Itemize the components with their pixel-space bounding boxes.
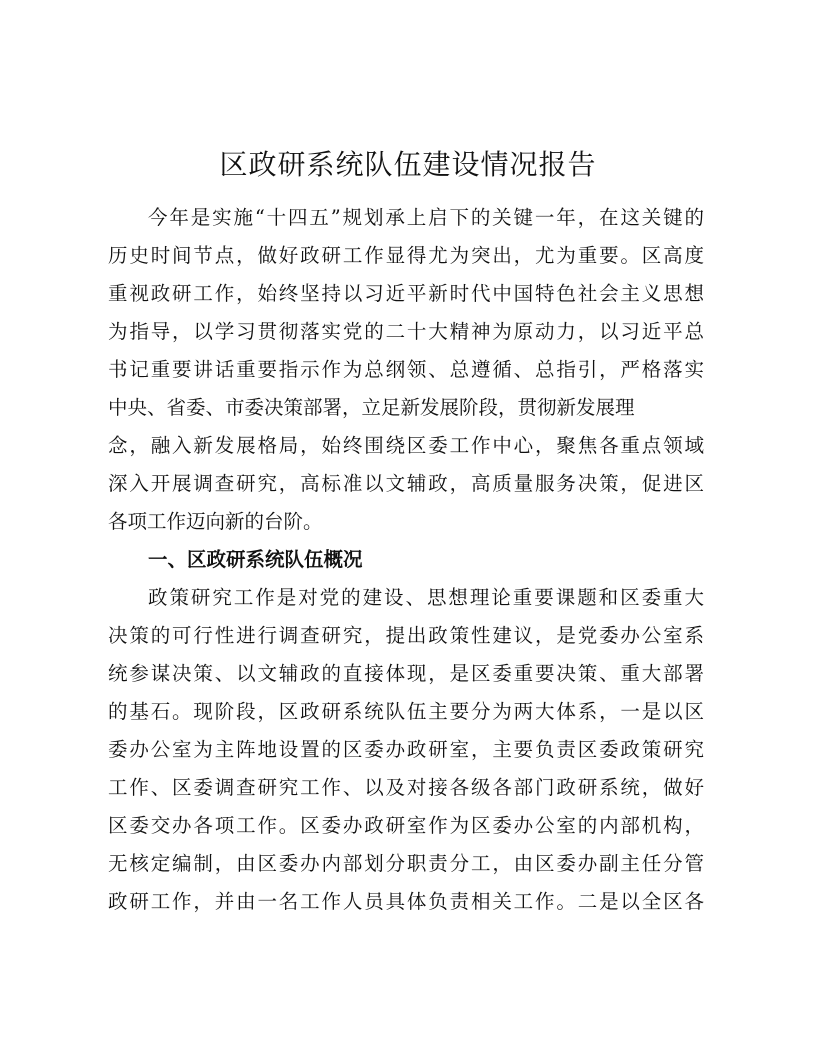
intro-line: 深入开展调查研究，高标准以文辅政，高质量服务决策，促进区 <box>108 472 704 495</box>
section-line: 区委交办各项工作。区委办政研室作为区委办公室的内部机构， <box>108 814 704 837</box>
section-line: 工作、区委调查研究工作、以及对接各级各部门政研系统，做好 <box>108 776 704 799</box>
intro-line: 历史时间节点，做好政研工作显得尤为突出，尤为重要。区高度 <box>108 244 704 267</box>
section-line: 政研工作，并由一名工作人员具体负责相关工作。二是以全区各 <box>108 890 704 913</box>
intro-line: 为指导，以学习贯彻落实党的二十大精神为原动力，以习近平总 <box>108 320 704 343</box>
section-heading: 一、区政研系统队伍概况 <box>148 548 363 571</box>
section-line: 统参谋决策、以文辅政的直接体现，是区委重要决策、重大部署 <box>108 662 704 685</box>
intro-line: 各项工作迈向新的台阶。 <box>108 510 323 533</box>
section-line: 的基石。现阶段，区政研系统队伍主要分为两大体系，一是以区 <box>108 700 704 723</box>
intro-line: 念，融入新发展格局，始终围绕区委工作中心，聚焦各重点领域 <box>108 434 704 457</box>
document-title: 区政研系统队伍建设情况报告 <box>219 148 597 181</box>
intro-line: 书记重要讲话重要指示作为总纲领、总遵循、总指引，严格落实 <box>108 358 704 381</box>
intro-line: 重视政研工作，始终坚持以习近平新时代中国特色社会主义思想 <box>108 282 704 305</box>
section-line: 无核定编制，由区委办内部划分职责分工，由区委办副主任分管 <box>108 852 704 875</box>
section-line: 政策研究工作是对党的建设、思想理论重要课题和区委重大 <box>148 586 704 609</box>
section-line: 委办公室为主阵地设置的区委办政研室，主要负责区委政策研究 <box>108 738 704 761</box>
intro-line: 今年是实施“十四五”规划承上启下的关键一年，在这关键的 <box>148 206 704 229</box>
intro-line: 中央、省委、市委决策部署，立足新发展阶段，贯彻新发展理 <box>108 396 635 419</box>
section-line: 决策的可行性进行调查研究，提出政策性建议，是党委办公室系 <box>108 624 704 647</box>
